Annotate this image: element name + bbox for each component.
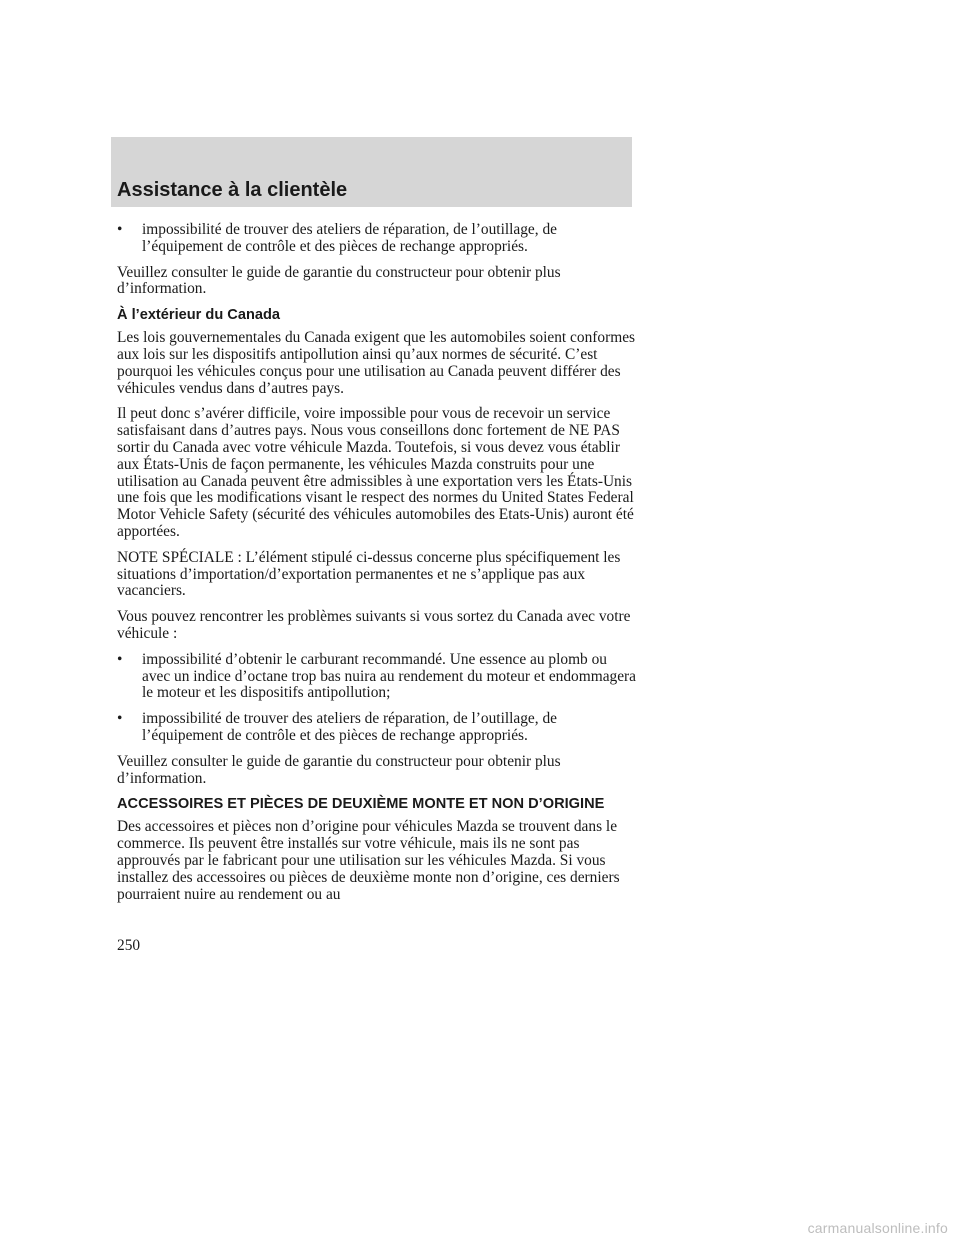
bullet-item bbox=[117, 711, 637, 745]
paragraph: Il peut donc s’avérer difficile, voire impossible pour vous de recevoir un service satisfaisant dans d’autres pays. Nous vous conseillons donc fortement de NE PAS sortir du Canada avec votre véhicule Mazda. Toutefois, si vous devez vous établir aux États-Unis de façon permanente, les véhicules Mazda construits pour une utilisation au Canada peuvent être admissibles à une exportation vers les États-Unis une fois que les modifications visant le respect des normes du United States Federal Motor Vehicle Safety (sécurité des véhicules automobiles des Etats-Unis) auront été apportées. bbox=[117, 405, 634, 540]
bullet-symbol: • bbox=[117, 650, 123, 668]
bullet-symbol: • bbox=[117, 710, 123, 728]
paragraph: Des accessoires et pièces non d’origine pour véhicules Mazda se trouvent dans le commerce. Ils peuvent être installés sur votre véhicule, mais ils ne sont pas approuvés par le fabricant pour une utilisation sur les véhicules Mazda. Si vous installez des accessoires ou pièces de deuxième monte non d’origine, ces derniers pourraient nuire au rendement ou au bbox=[117, 818, 620, 903]
bullet-item bbox=[117, 222, 637, 256]
watermark: carmanualsonline.info bbox=[807, 1220, 948, 1236]
page-title: Assistance à la clientèle bbox=[117, 179, 348, 201]
page-content bbox=[117, 222, 637, 912]
bullet-text: impossibilité d’obtenir le carburant recommandé. Une essence au plomb ou avec un indice d’octane trop bas nuira au rendement du moteur et endommagera le moteur et les dispositifs antipollution; bbox=[142, 650, 637, 702]
page-number: 250 bbox=[117, 937, 141, 954]
paragraph: Veuillez consulter le guide de garantie du constructeur pour obtenir plus d’information. bbox=[117, 752, 561, 787]
paragraph: NOTE SPÉCIALE : L’élément stipulé ci-dessus concerne plus spécifiquement les situations d’importation/d’exportation permanentes et ne s’applique pas aux vacanciers. bbox=[117, 548, 621, 600]
paragraph: Les lois gouvernementales du Canada exigent que les automobiles soient conformes aux lois sur les dispositifs antipollution ainsi qu’aux normes de sécurité. C’est pourquoi les véhicules conçus pour une utilisation au Canada peuvent différer des véhicules vendus dans d’autres pays. bbox=[117, 329, 636, 397]
paragraph: Vous pouvez rencontrer les problèmes suivants si vous sortez du Canada avec votre véhicule : bbox=[117, 608, 631, 642]
bullet-symbol: • bbox=[117, 221, 123, 238]
section-heading: ACCESSOIRES ET PIÈCES DE DEUXIÈME MONTE ET NON D’ORIGINE bbox=[117, 796, 605, 813]
paragraph: Veuillez consulter le guide de garantie du constructeur pour obtenir plus d’information. bbox=[117, 263, 561, 298]
bullet-text: impossibilité de trouver des ateliers de réparation, de l’outillage, de l’équipement de contrôle et des pièces de rechange appropriés. bbox=[142, 221, 557, 255]
bullet-item bbox=[117, 652, 637, 702]
bullet-text: impossibilité de trouver des ateliers de réparation, de l’outillage, de l’équipement de contrôle et des pièces de rechange appropriés. bbox=[142, 710, 557, 744]
section-heading: À l’extérieur du Canada bbox=[117, 307, 281, 324]
